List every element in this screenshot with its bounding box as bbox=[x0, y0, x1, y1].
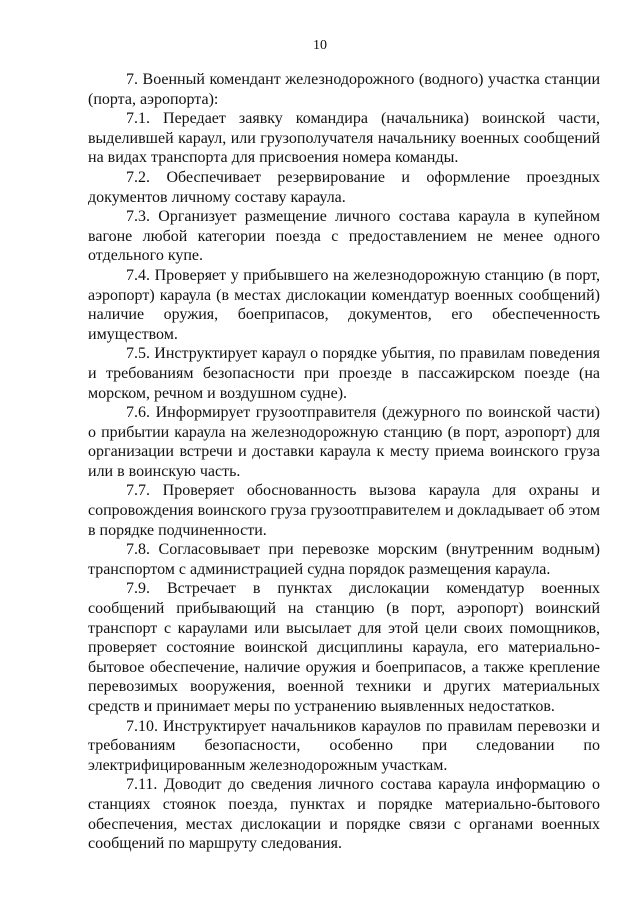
paragraph-7-10: 7.10. Инструктирует начальников караулов по правилам перевозки и требованиям безопасности, особенно при следовании по электрифицированным железнодорожным участкам. bbox=[88, 717, 600, 774]
paragraph-7-5: 7.5. Инструктирует караул о порядке убытия, по правилам поведения и требованиям безопасности при проезде в пассажирском поезде (на морском, речном и воздушном судне). bbox=[88, 345, 600, 402]
paragraph-7: 7. Военный комендант железнодорожного (водного) участка станции (порта, аэропорта): bbox=[88, 71, 600, 108]
paragraph-7-3: 7.3. Организует размещение личного состава караула в купейном вагоне любой категории поезда с предоставлением не менее одного отдельного купе. bbox=[88, 208, 600, 265]
paragraph-7-2: 7.2. Обеспечивает резервирование и оформление проездных документов личному составу караула. bbox=[88, 168, 600, 206]
paragraph-7-4: 7.4. Проверяет у прибывшего на железнодорожную станцию (в порт, аэропорт) караула (в местах дислокации комендатур военных сообщений) наличие оружия, боеприпасов, документов, его обеспеченность имуществом. bbox=[88, 266, 600, 343]
document-body bbox=[88, 70, 600, 854]
paragraph-7-1: 7.1. Передает заявку командира (начальника) воинской части, выделившей караул, или грузополучателя начальнику военных сообщений на видах транспорта для присвоения номера команды. bbox=[88, 110, 600, 167]
paragraph-7-6: 7.6. Информирует грузоотправителя (дежурного по воинской части) о прибытии караула на железнодорожную станцию (в порт, аэропорт) для организации встречи и доставки караула к месту приема воинского груза или в воинскую часть. bbox=[88, 404, 600, 480]
paragraph-7-9: 7.9. Встречает в пунктах дислокации комендатур военных сообщений прибывающий на станцию (в порт, аэропорт) воинский транспорт с караулами или высылает для этой цели своих помощников, проверяет состояние воинской дисциплины караула, его материально-бытовое обеспечение, наличие оружия и боеприпасов, а также крепление перевозимых вооружения, военной техники и других материальных средств и принимает меры по устранению выявленных недостатков. bbox=[88, 580, 600, 715]
paragraph-7-7: 7.7. Проверяет обоснованность вызова караула для охраны и сопровождения воинского груза грузоотправителем и докладывает об этом в порядке подчиненности. bbox=[88, 482, 600, 539]
page-number: 10 bbox=[313, 38, 327, 53]
paragraph-7-11: 7.11. Доводит до сведения личного состава караула информацию о станциях стоянок поезда, пунктах и порядке материально-бытового обеспечения, местах дислокации и порядке связи с органами военных сообщений по маршруту следования. bbox=[88, 776, 600, 853]
paragraph-7-8: 7.8. Согласовывает при перевозке морским (внутренним водным) транспортом с администрацией судна порядок размещения караула. bbox=[88, 541, 600, 578]
